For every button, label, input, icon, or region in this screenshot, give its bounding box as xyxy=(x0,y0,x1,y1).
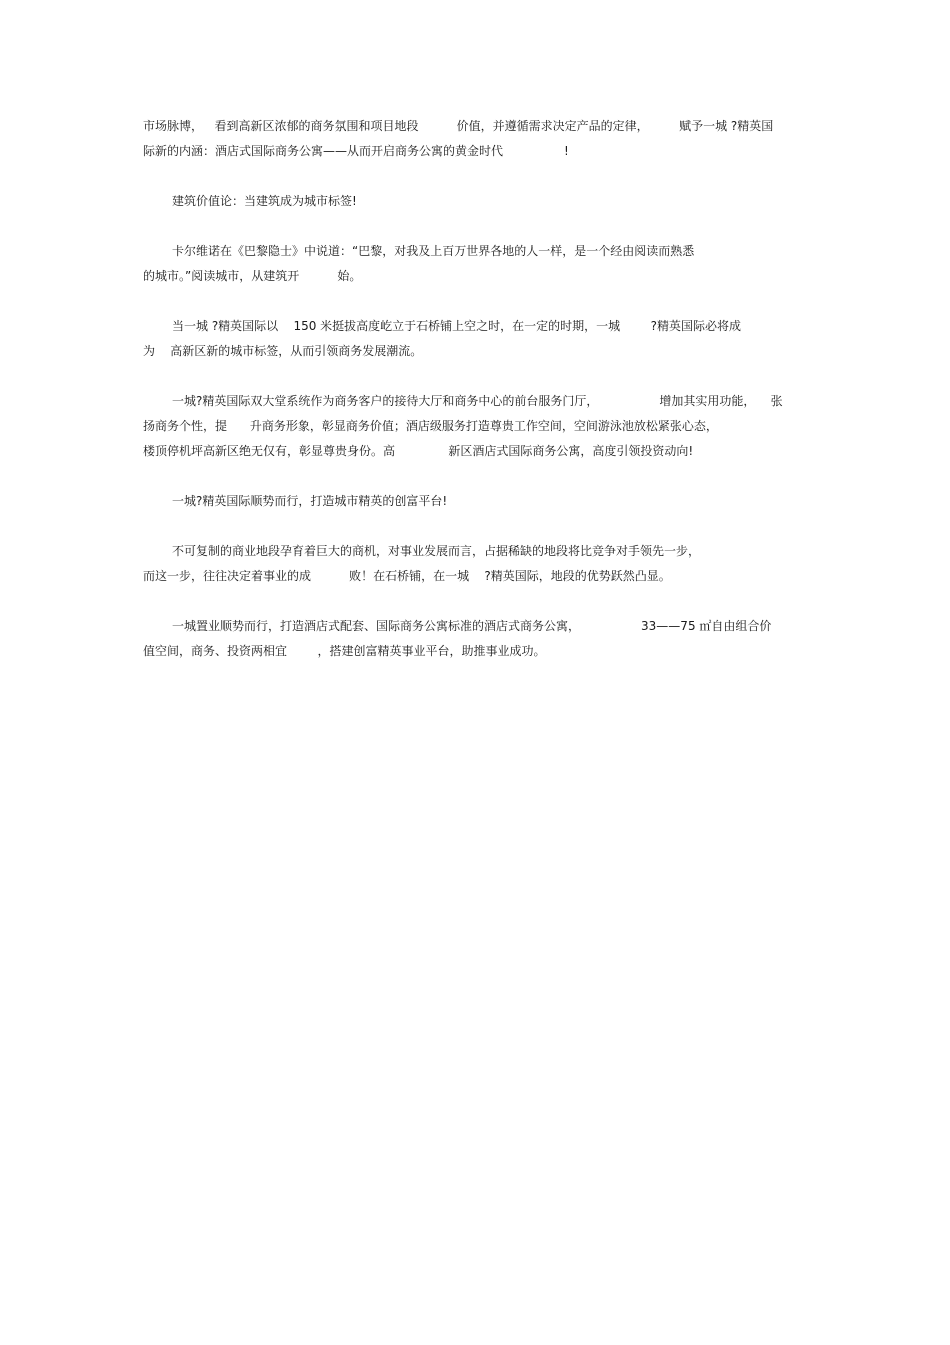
text-line: 为 高新区新的城市标签，从而引领商务发展潮流。 xyxy=(143,344,423,358)
paragraph-5 xyxy=(143,389,808,464)
text-line: 一城置业顺势而行，打造酒店式配套、国际商务公寓标准的酒店式商务公寓， 33——75 ㎡自由组合价 xyxy=(172,619,772,633)
text-line: 而这一步，往往决定着事业的成 败！在石桥铺，在一城 ?精英国际，地段的优势跃然凸显。 xyxy=(143,569,671,583)
text-line: 值空间，商务、投资两相宜 ，搭建创富精英事业平台，助推事业成功。 xyxy=(143,644,546,658)
text-line: 扬商务个性，提 升商务形象，彰显商务价值；酒店级服务打造尊贵工作空间，空间游泳池放松紧张心态， xyxy=(143,419,718,433)
document-body xyxy=(143,114,808,689)
text-line: 市场脉博， 看到高新区浓郁的商务氛围和项目地段 价值，并遵循需求决定产品的定律， 赋予一城 ?精英国 xyxy=(143,119,774,133)
paragraph-7 xyxy=(143,539,808,589)
text-line: 际新的内涵：酒店式国际商务公寓——从而开启商务公寓的黄金时代 ! xyxy=(143,144,569,158)
section-heading: 建筑价值论：当建筑成为城市标签! xyxy=(172,194,357,208)
paragraph-8 xyxy=(143,614,808,664)
text-line: 卡尔维诺在《巴黎隐士》中说道：“巴黎，对我及上百万世界各地的人一样，是一个经由阅读而熟悉 xyxy=(172,244,695,258)
text-line: 不可复制的商业地段孕育着巨大的商机，对事业发展而言，占据稀缺的地段将比竞争对手领先一步， xyxy=(172,544,701,558)
paragraph-2-heading xyxy=(143,189,808,214)
paragraph-6-heading xyxy=(143,489,808,514)
text-line: 楼顶停机坪高新区绝无仅有，彰显尊贵身份。高 新区酒店式国际商务公寓，高度引领投资动向! xyxy=(143,444,694,458)
text-line: 的城市。”阅读城市，从建筑开 始。 xyxy=(143,269,362,283)
text-line: 当一城 ?精英国际以 150 米挺拔高度屹立于石桥铺上空之时，在一定的时期，一城 ?精英国际必将成 xyxy=(172,319,742,333)
text-line: 一城?精英国际双大堂系统作为商务客户的接待大厅和商务中心的前台服务门厅， 增加其实用功能， 张 xyxy=(172,394,783,408)
paragraph-4 xyxy=(143,314,808,364)
paragraph-1 xyxy=(143,114,808,164)
section-heading: 一城?精英国际顺势而行，打造城市精英的创富平台! xyxy=(172,494,448,508)
paragraph-3 xyxy=(143,239,808,289)
